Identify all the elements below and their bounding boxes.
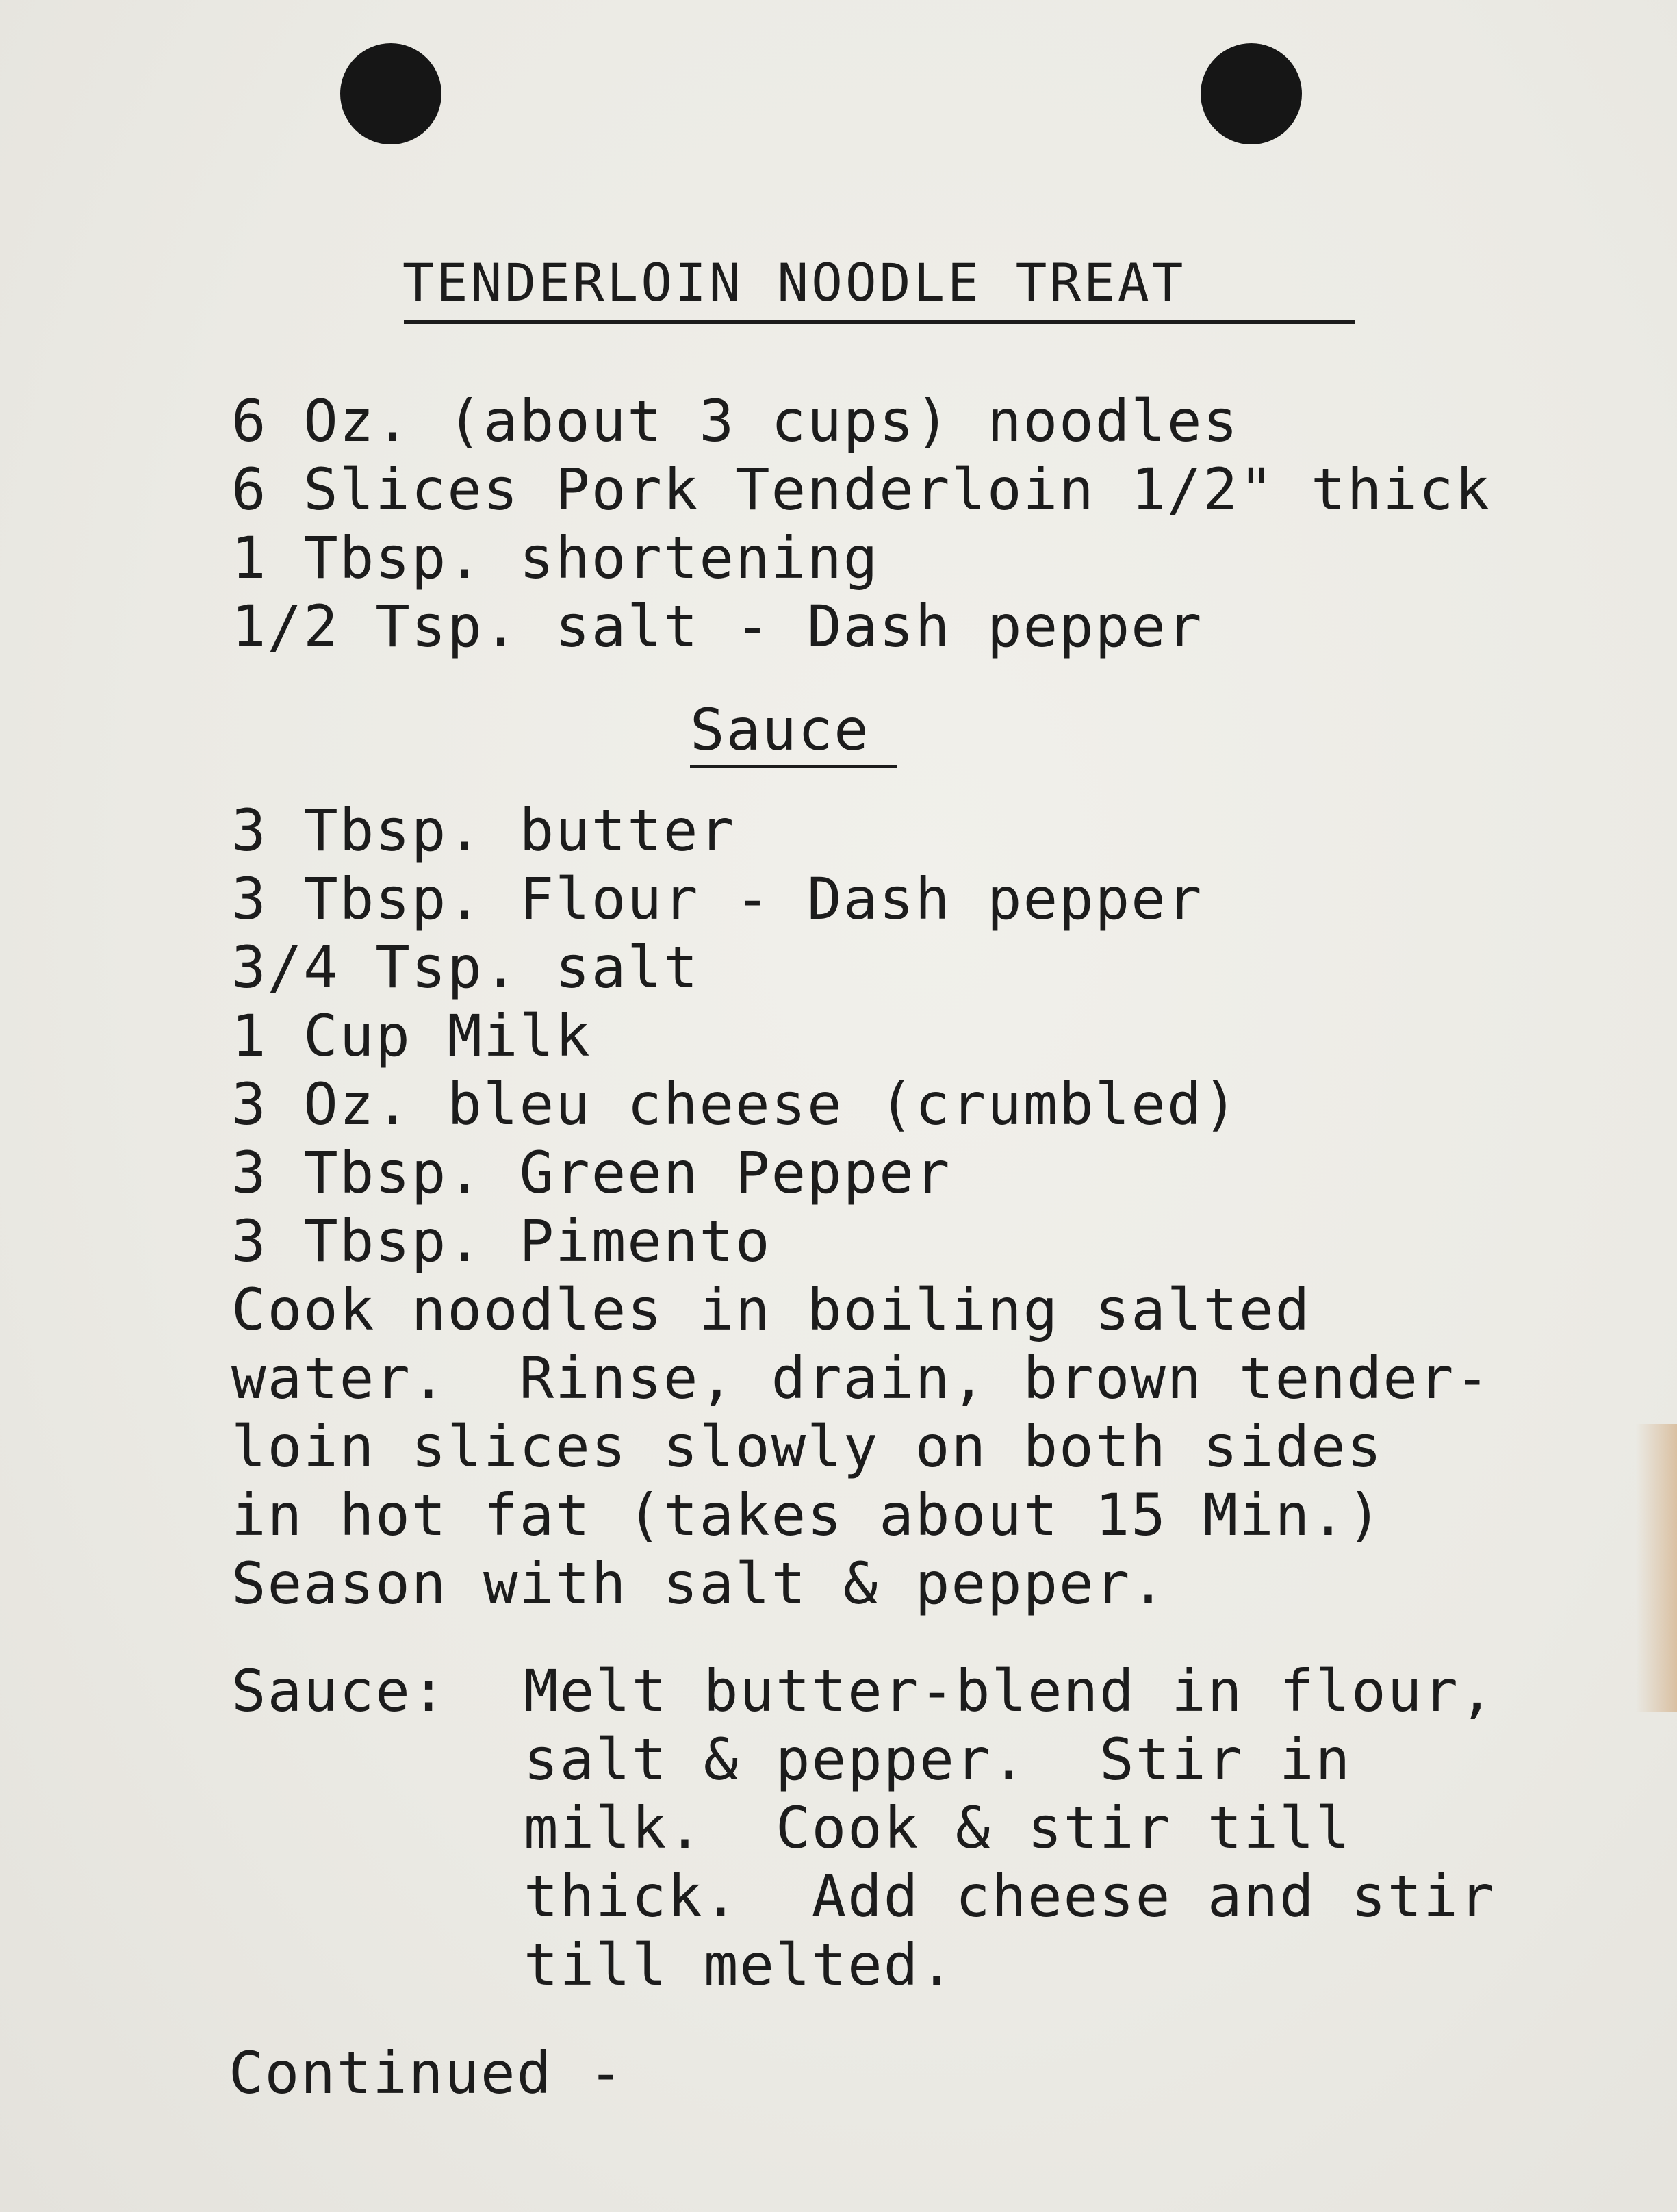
sauce-ingredient-line: 3 Tbsp. Green Pepper	[231, 1139, 951, 1206]
recipe-title: TENDERLOIN NOODLE TREAT	[402, 252, 1186, 313]
sauce-directions-label: Sauce:	[231, 1657, 448, 1725]
sauce-heading: Sauce	[690, 696, 870, 763]
sauce-ingredient-line: 3 Tbsp. butter	[231, 797, 736, 864]
sauce-ingredient-line: 3/4 Tsp. salt	[231, 934, 700, 1001]
continued-note: Continued -	[229, 2039, 625, 2107]
sauce-ingredient-line: 3 Tbsp. Flour - Dash pepper	[231, 865, 1203, 932]
sauce-underline	[690, 765, 897, 768]
sauce-ingredient-line: 1 Cup Milk	[231, 1002, 591, 1069]
direction-line: in hot fat (takes about 15 Min.)	[231, 1482, 1383, 1549]
sauce-direction-line: Melt butter-blend in flour,	[524, 1657, 1496, 1725]
title-underline	[404, 320, 1355, 324]
ingredient-line: 6 Slices Pork Tenderloin 1/2" thick	[231, 456, 1492, 523]
sauce-direction-line: salt & pepper. Stir in	[524, 1726, 1352, 1793]
direction-line: Cook noodles in boiling salted	[231, 1276, 1311, 1343]
sauce-direction-line: milk. Cook & stir till	[524, 1794, 1352, 1861]
punch-hole-right	[1201, 43, 1302, 144]
direction-line: loin slices slowly on both sides	[231, 1413, 1383, 1480]
sauce-direction-line: till melted.	[524, 1931, 956, 1998]
punch-hole-left	[340, 43, 441, 144]
direction-line: Season with salt & pepper.	[231, 1550, 1167, 1617]
sauce-direction-line: thick. Add cheese and stir	[524, 1863, 1496, 1930]
paper-stain	[1636, 1424, 1677, 1712]
ingredient-line: 1/2 Tsp. salt - Dash pepper	[231, 593, 1203, 660]
ingredient-line: 1 Tbsp. shortening	[231, 524, 880, 592]
direction-line: water. Rinse, drain, brown tender-	[231, 1345, 1492, 1412]
sauce-ingredient-line: 3 Tbsp. Pimento	[231, 1208, 771, 1275]
ingredient-line: 6 Oz. (about 3 cups) noodles	[231, 387, 1240, 455]
sauce-ingredient-line: 3 Oz. bleu cheese (crumbled)	[231, 1071, 1240, 1138]
